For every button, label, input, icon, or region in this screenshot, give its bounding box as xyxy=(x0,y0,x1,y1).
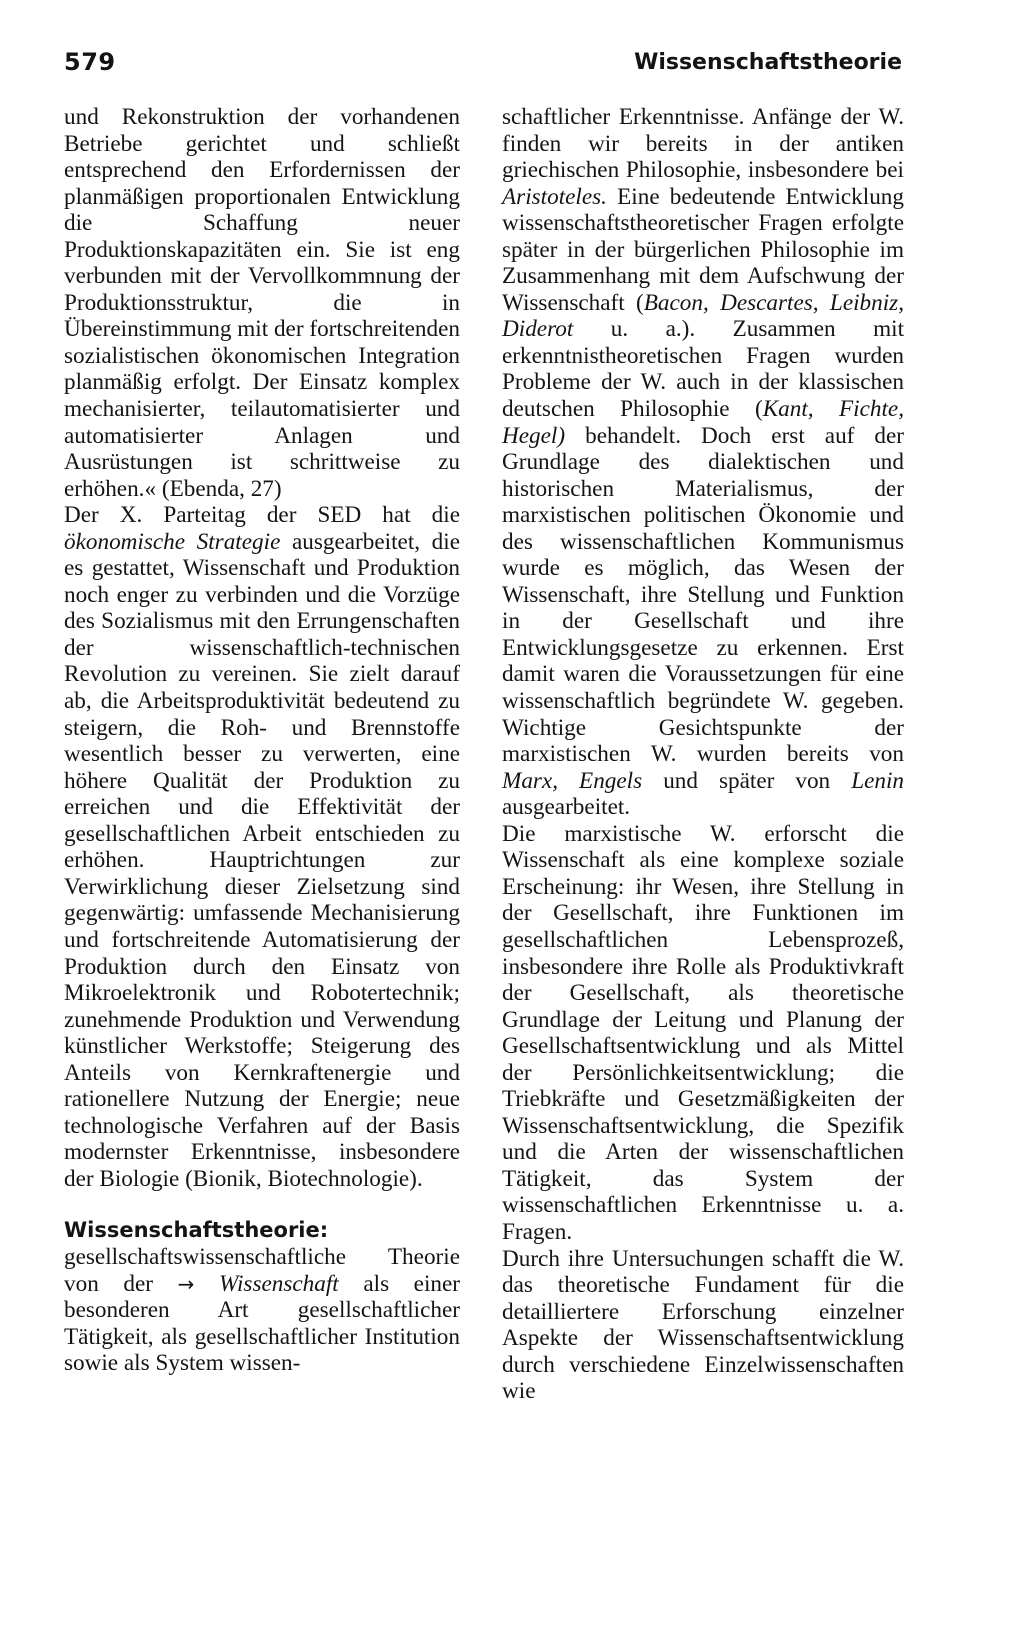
left-column xyxy=(64,104,460,1377)
text-run: ausgearbeitet. xyxy=(502,794,631,821)
paragraph: Durch ihre Untersuchungen schafft die W. das theoretische Fundament für die detailliertere Erforschung einzelner Aspekte der Wissenschaftsentwicklung durch verschiedene Einzelwissenschaften wie xyxy=(502,1245,904,1405)
entry-heading: Wissenschaftstheorie: xyxy=(64,1218,329,1243)
running-head: Wissenschaftstheorie xyxy=(634,50,902,75)
page-number: 579 xyxy=(64,48,116,76)
entry-spacer xyxy=(64,1192,460,1217)
text-run: Der X. Parteitag der SED hat die xyxy=(64,502,460,529)
text-run: Eine bedeutende Entwicklung wissenschaftstheoretischer Fragen erfolgte später in der bürgerlichen Philosophie im Zusammenhang mit dem Aufschwung der Wissenschaft ( xyxy=(502,183,904,316)
entry-paragraph xyxy=(64,1217,460,1376)
text-run: gesellschaftswissenschaftliche Theorie von der xyxy=(64,1243,460,1297)
text-run: als einer besonderen Art gesellschaftlicher Tätigkeit, als gesellschaftlicher Institution sowie als System wissen- xyxy=(64,1270,461,1377)
cross-reference-arrow-icon: → xyxy=(177,1271,195,1296)
text-run: ausgearbeitet, die es gestattet, Wissenschaft und Produktion noch enger zu verbinden und die Vorzüge des Sozialismus mit den Errungenschaften der wissenschaftlich-technischen Revolution zu vereinen. Sie zielt darauf ab, die Arbeitsproduktivität bedeutend zu steigern, die Roh- und Brennstoffe wesentlich besser zu verwerten, eine höhere Qualität der Produktion zu erreichen und die Effektivität der gesellschaftlichen Arbeit entschieden zu erhöhen. Hauptrichtungen zur Verwirklichung dieser Zielsetzung sind gegenwärtig: umfassende Mechanisierung und fortschreitende Automatisierung der Produktion durch den Einsatz von Mikroelektronik und Robotertechnik; zunehmende Produktion und Verwendung künstlicher Werkstoffe; Steigerung des Anteils von Kernkraftenergie und rationellere Nutzung der Energie; neue technologische Verfahren auf der Basis modernster Erkenntnisse, insbesondere der Biologie (Bionik, Biotechnologie). xyxy=(64,528,460,1192)
paragraph: und Rekonstruktion der vorhandenen Betriebe gerichtet und schließt entsprechend den Erfordernissen der planmäßigen proportionalen Entwicklung die Schaffung neuer Produktionskapazitäten ein. Sie ist eng verbunden mit der Vervollkommnung der Produktionsstruktur, die in Übereinstimmung mit der fortschreitenden sozialistischen ökonomischen Integration planmäßig erfolgt. Der Einsatz komplex mechanisierter, teilautomatisierter und automatisierter Anlagen und Ausrüstungen ist schrittweise zu erhöhen.« (Ebenda, 27) xyxy=(64,104,461,502)
text-run: schaftlicher Erkenntnisse. Anfänge der W. finden wir bereits in der antiken griechischen Philosophie, insbesondere bei xyxy=(502,104,904,184)
cross-reference-term: Wissenschaft xyxy=(218,1270,339,1297)
italic-name: Aristoteles. xyxy=(502,183,607,210)
text-run: und später von xyxy=(663,767,831,794)
italic-names: Kant, Fichte, Hegel) xyxy=(502,396,904,449)
paragraph xyxy=(502,104,904,821)
page-header xyxy=(64,48,902,88)
italic-names: Marx, Engels xyxy=(502,767,643,794)
text-run: behandelt. Doch erst auf der Grundlage des dialektischen und historischen Materialismus, der marxistischen politischen Ökonomie und des wissenschaftlichen Kommunismus wurde es möglich, das Wesen der Wissenschaft, ihre Stellung und Funktion in der Gesellschaft und ihre Entwicklungsgesetze zu erkennen. Erst damit waren die Voraussetzungen für eine wissenschaftlich begründete W. gegeben. Wichtige Gesichtspunkte der marxistischen W. wurden bereits von xyxy=(502,422,904,768)
right-column xyxy=(502,104,904,1405)
paragraph: Die marxistische W. erforscht die Wissenschaft als eine komplexe soziale Erscheinung: ihr Wesen, ihre Stellung in der Gesellschaft, ihre Funktionen im gesellschaftlichen Lebensprozeß, insbesondere ihre Rolle als Produktivkraft der Gesellschaft, als theoretische Grundlage der Leitung und Planung der Gesellschaftsentwicklung und als Mittel der Persönlichkeitsentwicklung; die Triebkräfte und Gesetzmäßigkeiten der Wissenschaftsentwicklung, die Spezifik und die Arten der wissenschaftlichen Tätigkeit, das System der wissenschaftlichen Erkenntnisse u. a. Fragen. xyxy=(502,820,904,1245)
paragraph xyxy=(64,502,460,1192)
italic-names: Bacon, Descartes, Leibniz, Diderot xyxy=(502,289,904,343)
text-run: u. a.). Zusammen mit erkenntnistheoretischen Fragen wurden Probleme der W. auch in der klassischen deutschen Philosophie ( xyxy=(502,316,905,423)
italic-term: ökonomische Strategie xyxy=(64,528,281,555)
italic-name: Lenin xyxy=(851,767,905,794)
